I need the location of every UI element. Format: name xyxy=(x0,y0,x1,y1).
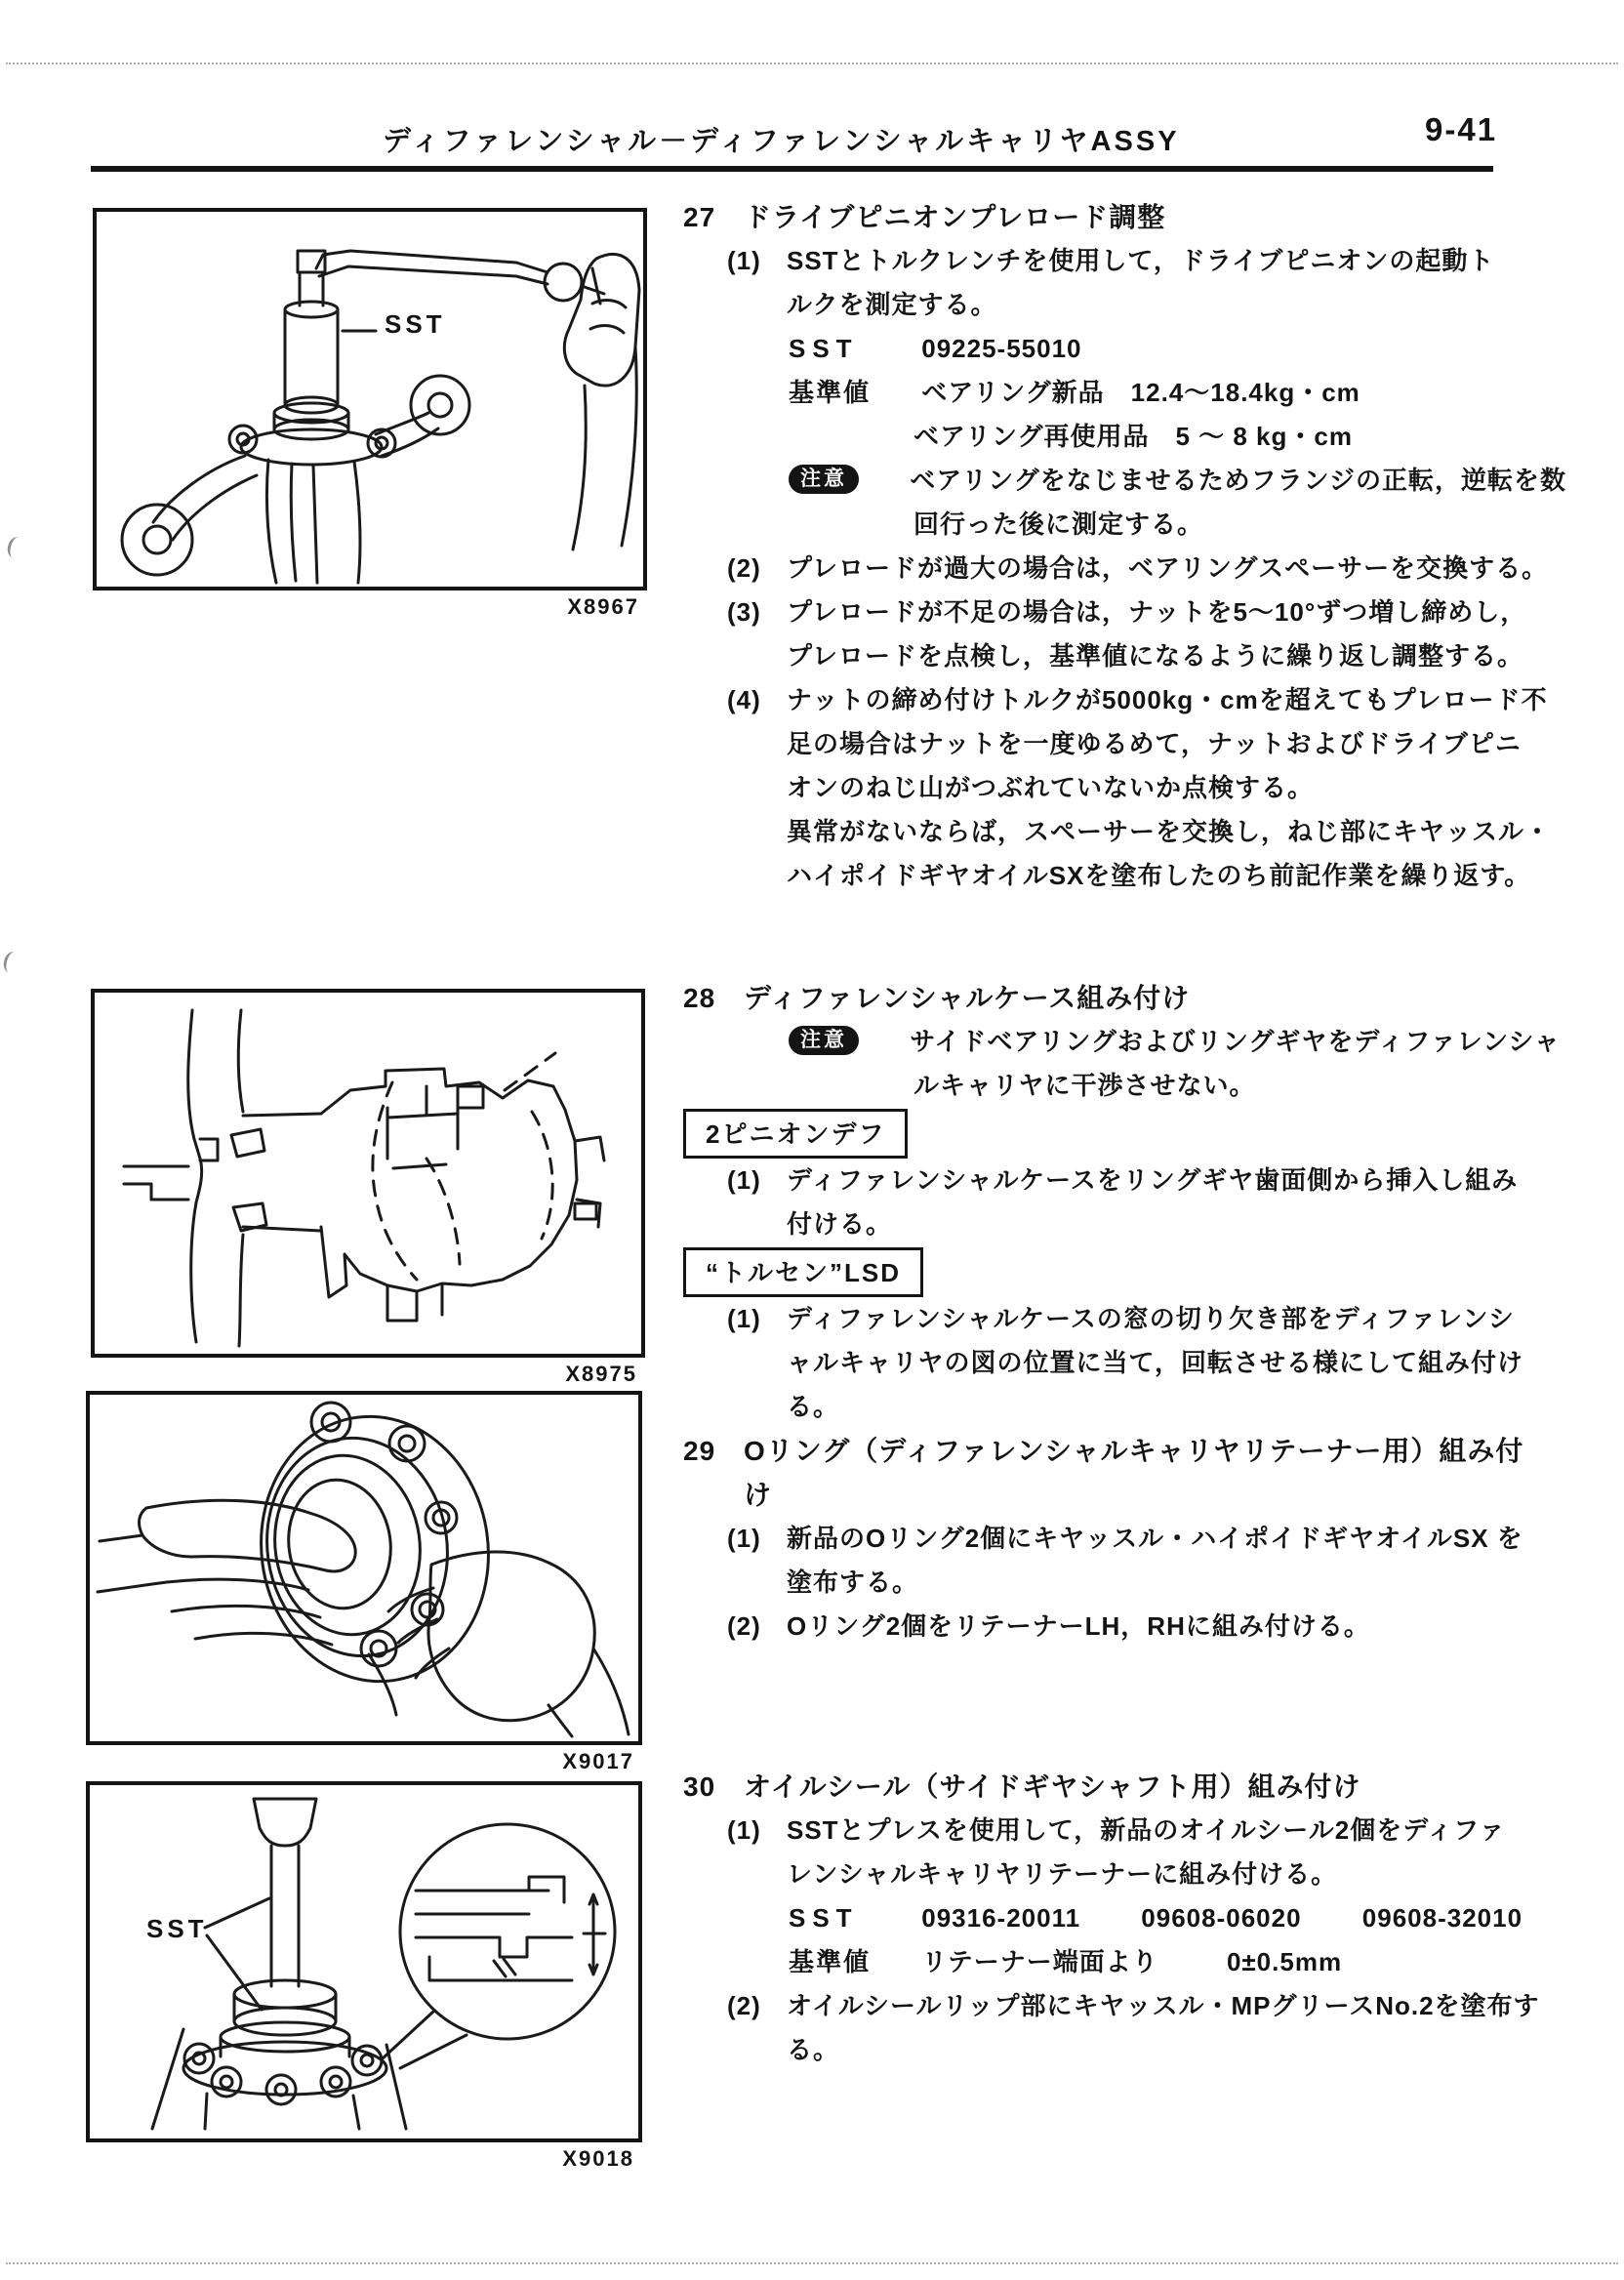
step-number: (2) xyxy=(727,553,761,583)
step-line xyxy=(683,1517,1552,1561)
step-text: る。 xyxy=(787,2035,840,2064)
step-text: ディファレンシャルケースをリングギヤ歯面側から挿入し組み xyxy=(787,1165,1519,1195)
step-line xyxy=(683,547,1552,590)
step-number: (1) xyxy=(727,1165,761,1195)
step-number: (1) xyxy=(727,1524,761,1553)
sst-label: SST xyxy=(789,334,859,363)
section-title-line xyxy=(683,1765,1552,1809)
step-line xyxy=(683,590,1552,634)
scan-artifact xyxy=(5,535,25,559)
step-text: オイルシールリップ部にキヤッスル・MPグリースNo.2を塗布す xyxy=(787,1991,1540,2020)
sst-callout: SST xyxy=(385,309,446,339)
section-title: オイルシール（サイドギヤシャフト用）組み付け xyxy=(744,1771,1361,1802)
standard-value: 0±0.5mm xyxy=(1226,1947,1343,1976)
section-number: 30 xyxy=(683,1771,716,1802)
step-line xyxy=(683,1159,1552,1202)
section-title-line xyxy=(683,1429,1552,1473)
step-text: ルクを測定する。 xyxy=(787,290,997,319)
step-line xyxy=(683,239,1552,283)
variant-box-line xyxy=(683,1108,1552,1159)
section-27 xyxy=(683,195,1567,898)
step-text: 付ける。 xyxy=(787,1209,893,1239)
torque-wrench-illustration xyxy=(97,212,643,587)
figure-oring-install xyxy=(86,1391,642,1773)
scan-artifact xyxy=(1,950,21,974)
note-text: サイドベアリングおよびリングギヤをディファレンシャ xyxy=(910,1027,1561,1056)
scan-noise-line-bottom xyxy=(6,2262,1618,2264)
section-title-line xyxy=(683,195,1552,239)
standard-label: 基準値 xyxy=(789,1947,872,1976)
step-text: 塗布する。 xyxy=(787,1568,919,1597)
section-title: け xyxy=(744,1480,773,1510)
note-badge: 注意 xyxy=(789,465,859,494)
step-text: ナットの締め付けトルクが5000kg・cmを超えてもプレロード不 xyxy=(787,685,1548,714)
variant-box-line xyxy=(683,1246,1552,1297)
step-number: (4) xyxy=(727,685,761,714)
figure-oil-seal-install xyxy=(86,1781,642,2171)
note-row xyxy=(683,459,1567,503)
standard-value: ベアリング新品 12.4〜18.4kg・cm xyxy=(921,378,1360,407)
step-number: (2) xyxy=(727,1991,761,2020)
sst-callout: SST xyxy=(146,1914,208,1943)
step-text: オンのねじ山がつぶれていないか点検する。 xyxy=(787,773,1315,802)
section-title: ドライブピニオンプレロード調整 xyxy=(744,202,1166,232)
step-text: SSTとトルクレンチを使用して，ドライブピニオンの起動ト xyxy=(787,246,1495,275)
figure-code: X8975 xyxy=(565,1362,637,1386)
step-text: Oリング2個をリテーナーLH，RHに組み付ける。 xyxy=(787,1611,1370,1641)
sst-number: 09316-20011 xyxy=(921,1903,1081,1933)
section-28-29 xyxy=(683,976,1561,1649)
section-title: Oリング（ディファレンシャルキャリヤリテーナー用）組み付 xyxy=(744,1436,1524,1466)
step-line xyxy=(683,1605,1552,1649)
note-text: 回行った後に測定する。 xyxy=(914,509,1204,539)
page-title: ディファレンシャル－ディファレンシャルキャリヤASSY xyxy=(383,126,1180,157)
step-text: レンシャルキャリヤリテーナーに組み付ける。 xyxy=(787,1859,1338,1889)
step-line xyxy=(683,1809,1552,1852)
case-cross-section-illustration xyxy=(95,993,641,1354)
section-30 xyxy=(683,1765,1552,2072)
step-text: SSTとプレスを使用して，新品のオイルシール2個をディファ xyxy=(787,1815,1506,1845)
step-number: (1) xyxy=(727,1815,761,1845)
step-text: ハイポイドギヤオイルSXを塗布したのち前記作業を繰り返す。 xyxy=(787,861,1531,890)
step-line xyxy=(683,1297,1552,1341)
figure-differential-case-install xyxy=(91,989,645,1386)
section-number: 28 xyxy=(683,983,716,1013)
step-text: 新品のOリング2個にキヤッスル・ハイポイドギヤオイルSX を xyxy=(787,1524,1523,1553)
standard-spec-row xyxy=(683,371,1552,415)
step-number: (1) xyxy=(727,246,761,275)
note-badge: 注意 xyxy=(789,1026,859,1055)
step-text: ディファレンシャルケースの窓の切り欠き部をディファレンシ xyxy=(787,1304,1515,1333)
figure-code: X9018 xyxy=(562,2146,634,2171)
step-line xyxy=(683,678,1552,722)
step-line xyxy=(683,1984,1552,2028)
note-text: ベアリングをなじませるためフランジの正転，逆転を数 xyxy=(910,466,1567,495)
sst-spec-row xyxy=(683,327,1552,371)
section-number: 29 xyxy=(683,1436,716,1466)
section-number: 27 xyxy=(683,202,716,232)
seal-press-illustration xyxy=(90,1785,638,2138)
step-text: る。 xyxy=(787,1392,840,1421)
note-row xyxy=(683,1020,1561,1064)
section-title: ディファレンシャルケース組み付け xyxy=(744,983,1191,1013)
oring-retainer-illustration xyxy=(90,1395,638,1741)
step-text: プレロードを点検し，基準値になるように繰り返し調整する。 xyxy=(787,641,1523,671)
step-number: (1) xyxy=(727,1304,761,1333)
section-title-line xyxy=(683,976,1552,1020)
step-text: 異常がないならば，スペーサーを交換し，ねじ部にキヤッスル・ xyxy=(787,817,1552,846)
step-text: プレロードが過大の場合は，ベアリングスペーサーを交換する。 xyxy=(787,553,1549,583)
sst-number: 09225-55010 xyxy=(921,334,1082,363)
variant-label-2pinion: 2ピニオンデフ xyxy=(683,1109,908,1159)
step-text: プレロードが不足の場合は，ナットを5〜10°ずつ増し締めし， xyxy=(787,597,1527,627)
figure-code: X8967 xyxy=(567,594,639,619)
standard-text: リテーナー端面より xyxy=(921,1947,1158,1976)
figure-drive-pinion-preload xyxy=(93,208,647,619)
variant-label-torsen-lsd: “トルセン”LSD xyxy=(683,1247,923,1297)
standard-value: ベアリング再使用品 5 〜 8 kg・cm xyxy=(914,422,1353,451)
note-text: ルキャリヤに干渉させない。 xyxy=(914,1071,1256,1100)
header-rule xyxy=(91,166,1493,172)
standard-spec-row xyxy=(683,1940,1552,1984)
sst-label: SST xyxy=(789,1903,859,1933)
step-text: 足の場合はナットを一度ゆるめて，ナットおよびドライブピニ xyxy=(787,729,1522,758)
step-number: (3) xyxy=(727,597,761,627)
step-text: ャルキャリヤの図の位置に当て，回転させる様にして組み付け xyxy=(787,1348,1523,1377)
sst-spec-row xyxy=(683,1896,1552,1940)
figure-code: X9017 xyxy=(562,1749,634,1773)
page-number: 9-41 xyxy=(1425,111,1498,147)
step-number: (2) xyxy=(727,1611,761,1641)
sst-number: 09608-32010 xyxy=(1361,1903,1523,1933)
standard-label: 基準値 xyxy=(789,378,872,407)
scan-noise-line-top xyxy=(6,62,1618,64)
sst-number: 09608-06020 xyxy=(1141,1903,1302,1933)
